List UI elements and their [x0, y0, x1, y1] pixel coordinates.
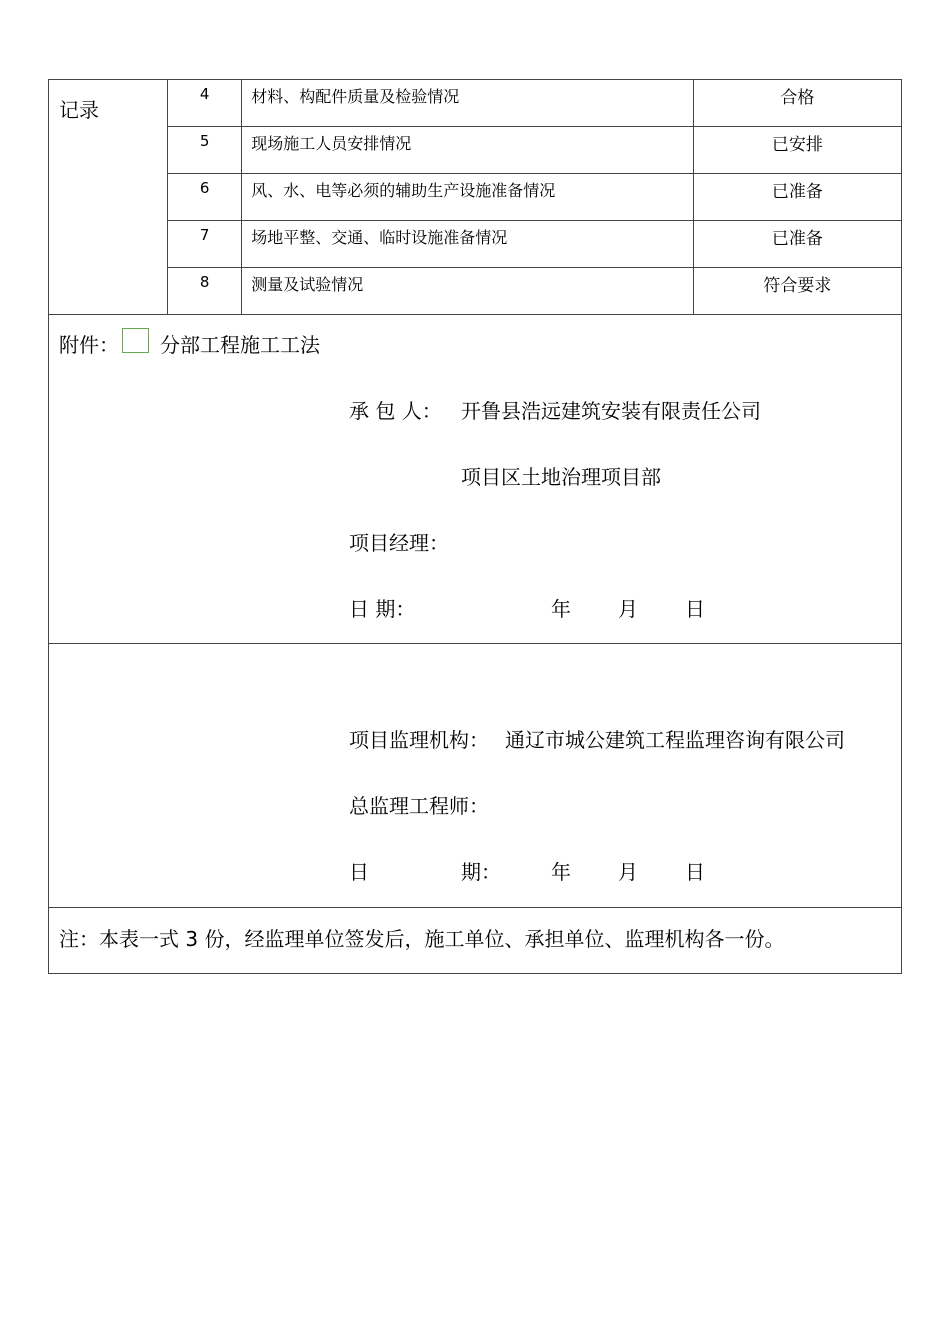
row-result: 符合要求: [693, 268, 901, 315]
row-result: 已安排: [693, 127, 901, 174]
record-row: [49, 127, 902, 174]
supervision-section: [49, 644, 902, 908]
note-section: [49, 908, 902, 974]
supervision-date-label-period: 期：: [461, 860, 501, 884]
supervision-org-name: 通辽市城公建筑工程监理咨询有限公司: [505, 728, 845, 752]
row-number: 4: [168, 80, 242, 127]
attachment-section: [49, 315, 902, 644]
contractor-date-day: 日: [685, 597, 705, 621]
form-page: [48, 79, 902, 974]
inspection-form-table: [48, 79, 902, 974]
attachment-checkbox[interactable]: [122, 328, 149, 353]
row-number: 5: [168, 127, 242, 174]
record-row: [49, 221, 902, 268]
row-number: 6: [168, 174, 242, 221]
row-result: 已准备: [693, 174, 901, 221]
row-item: 场地平整、交通、临时设施准备情况: [242, 221, 694, 268]
supervision-date-day: 日: [685, 860, 705, 884]
project-manager-label: 项目经理：: [349, 531, 449, 555]
row-item: 材料、构配件质量及检验情况: [242, 80, 694, 127]
contractor-date-month: 月: [618, 597, 638, 621]
row-number: 7: [168, 221, 242, 268]
record-label: 记录: [49, 80, 168, 315]
record-row: [49, 174, 902, 221]
chief-engineer-label: 总监理工程师：: [349, 794, 489, 818]
supervision-date-month: 月: [618, 860, 638, 884]
row-item: 现场施工人员安排情况: [242, 127, 694, 174]
attachment-label: 附件：: [59, 333, 119, 357]
form-note: 注：本表一式 3 份，经监理单位签发后，施工单位、承担单位、监理机构各一份。: [59, 927, 785, 951]
row-result: 已准备: [693, 221, 901, 268]
record-row: [49, 268, 902, 315]
contractor-date-label: 日 期：: [349, 597, 416, 621]
contractor-label: 承 包 人：: [349, 399, 442, 423]
record-row: [49, 80, 902, 127]
attachment-option-text: 分部工程施工工法: [160, 333, 320, 357]
supervision-org-label: 项目监理机构：: [349, 728, 489, 752]
supervision-date-year: 年: [551, 860, 571, 884]
row-result: 合格: [693, 80, 901, 127]
row-number: 8: [168, 268, 242, 315]
contractor-date-year: 年: [551, 597, 571, 621]
contractor-company-name: 开鲁县浩远建筑安装有限责任公司: [461, 399, 761, 423]
supervision-date-label-day: 日: [349, 860, 369, 884]
row-item: 风、水、电等必须的辅助生产设施准备情况: [242, 174, 694, 221]
row-item: 测量及试验情况: [242, 268, 694, 315]
contractor-department: 项目区土地治理项目部: [461, 465, 661, 489]
